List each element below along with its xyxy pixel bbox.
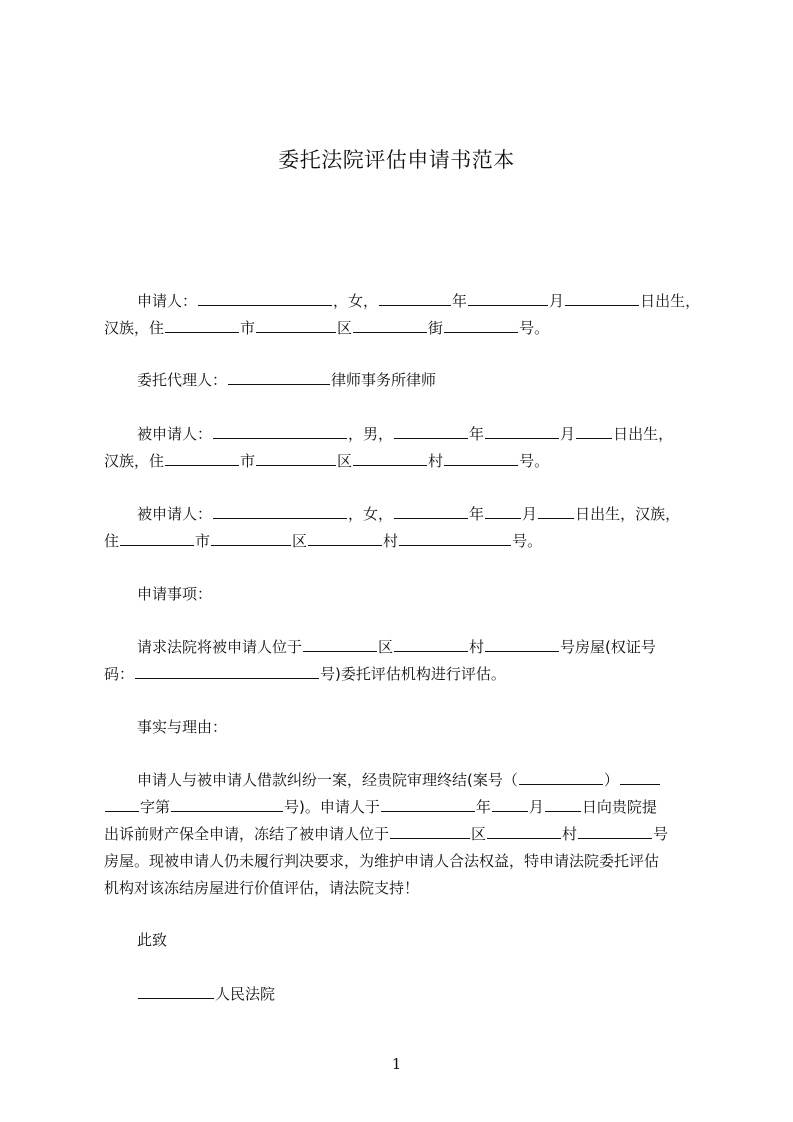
number-text: 号。 (519, 452, 550, 470)
city-text: 市 (195, 532, 211, 550)
district-text: 区 (337, 452, 353, 470)
facts-text-1a: 申请人与被申请人借款纠纷一案，经贵院审理终结(案号（ (137, 771, 518, 789)
facts-line-3 (104, 821, 700, 848)
blank-case-number (171, 795, 283, 812)
matters-heading: 申请事项： (137, 585, 213, 603)
number-text: 号 (653, 825, 669, 843)
facts-text-2e: 日向贵院提 (581, 798, 657, 816)
blank-year (381, 795, 475, 812)
blank-district (390, 822, 470, 839)
matters-text-b: 号)委托评估机构进行评估。 (320, 665, 506, 683)
live-text: 住 (104, 532, 120, 550)
blank-city (165, 449, 239, 466)
respondent-label: 被申请人： (137, 425, 213, 443)
matters-section (104, 634, 700, 688)
page-number: 1 (391, 1055, 402, 1073)
blank-village (394, 635, 468, 652)
matters-line-2 (104, 661, 700, 688)
number-text: 号。 (519, 319, 550, 337)
blank-number (399, 529, 511, 546)
applicant-line-2 (104, 315, 700, 342)
blank-district (256, 316, 336, 333)
month-text: 月 (560, 425, 576, 443)
court-block (104, 981, 700, 1008)
salutation-block (104, 927, 700, 954)
district-text: 区 (471, 825, 487, 843)
year-text: 年 (452, 292, 468, 310)
year-text: 年 (475, 798, 491, 816)
month-text: 月 (522, 505, 538, 523)
salutation: 此致 (137, 931, 168, 949)
respondent-2-section (104, 501, 700, 555)
blank-certificate (135, 662, 319, 679)
blank-name (198, 289, 332, 306)
village-text: 村 (469, 638, 485, 656)
blank-case-code-cont (105, 795, 139, 812)
facts-text-1b: ） (603, 771, 619, 789)
blank-village (487, 822, 561, 839)
facts-text-2a: 字第 (140, 798, 171, 816)
village-text: 村 (562, 825, 578, 843)
facts-text-2b: 号)。申请人于 (284, 798, 380, 816)
blank-month (485, 502, 521, 519)
gender-text: ，男， (348, 425, 394, 443)
born-text: 日出生， (640, 292, 701, 310)
gender-text: ，女， (348, 505, 394, 523)
respondent-1-section (104, 421, 700, 475)
city-text: 市 (240, 452, 256, 470)
blank-day (545, 795, 581, 812)
respondent-1-line-2 (104, 448, 700, 475)
court-line (104, 981, 700, 1008)
blank-case-year (519, 768, 603, 785)
blank-number (444, 449, 518, 466)
gender-text: ，女， (333, 292, 379, 310)
village-text: 村 (428, 452, 444, 470)
blank-name (213, 502, 347, 519)
agent-line (104, 367, 700, 394)
blank-number (444, 316, 518, 333)
blank-day (576, 422, 612, 439)
facts-heading-block (104, 714, 700, 741)
blank-village (308, 529, 382, 546)
blank-district (303, 635, 377, 652)
born-text: 日出生， (613, 425, 674, 443)
year-text: 年 (469, 425, 485, 443)
blank-day (565, 289, 639, 306)
month-text: 月 (549, 292, 565, 310)
blank-year (394, 422, 468, 439)
blank-city (120, 529, 194, 546)
district-text: 区 (337, 319, 353, 337)
facts-line-2 (104, 794, 700, 821)
blank-house-number (578, 822, 652, 839)
facts-line-4: 房屋。现被申请人仍未履行判决要求，为维护申请人合法权益，特申请法院委托评估 (104, 852, 660, 870)
respondent-label: 被申请人： (137, 505, 213, 523)
facts-heading: 事实与理由： (137, 718, 228, 736)
applicant-label: 申请人： (137, 292, 198, 310)
blank-year (394, 502, 468, 519)
blank-month (492, 795, 528, 812)
ethnic-live-text: 汉族，住 (104, 319, 165, 337)
blank-case-code (620, 768, 660, 785)
ethnic-live-text: 汉族，住 (104, 452, 165, 470)
blank-city (165, 316, 239, 333)
respondent-1-line-1 (104, 421, 700, 448)
born-text: 日出生，汉族， (575, 505, 681, 523)
district-text: 区 (292, 532, 308, 550)
facts-line-1 (104, 767, 700, 794)
blank-street (353, 316, 427, 333)
blank-court (138, 982, 214, 999)
code-label: 码： (104, 665, 135, 683)
facts-line-5: 机构对该冻结房屋进行价值评估，请法院支持！ (104, 879, 420, 897)
matters-line-1 (104, 634, 700, 661)
agent-label: 委托代理人： (137, 371, 228, 389)
applicant-line-1 (104, 288, 700, 315)
matters-heading-block (104, 581, 700, 608)
street-text: 街 (428, 319, 444, 337)
agent-suffix: 律师事务所律师 (331, 371, 437, 389)
month-text: 月 (528, 798, 544, 816)
blank-day (538, 502, 574, 519)
facts-section (104, 767, 700, 902)
court-text: 人民法院 (215, 985, 276, 1003)
village-text: 村 (383, 532, 399, 550)
applicant-section (104, 288, 700, 342)
blank-district (211, 529, 291, 546)
matters-text-a: 请求法院将被申请人位于 (137, 638, 303, 656)
blank-village (353, 449, 427, 466)
district-text: 区 (378, 638, 394, 656)
respondent-2-line-1 (104, 501, 700, 528)
year-text: 年 (469, 505, 485, 523)
blank-month (468, 289, 548, 306)
blank-name (213, 422, 347, 439)
document-title: 委托法院评估申请书范本 (278, 148, 515, 172)
blank-district (256, 449, 336, 466)
respondent-2-line-2 (104, 528, 700, 555)
number-text: 号。 (512, 532, 543, 550)
facts-text-3a: 出诉前财产保全申请，冻结了被申请人位于 (104, 825, 390, 843)
city-text: 市 (240, 319, 256, 337)
blank-month (485, 422, 559, 439)
blank-year (379, 289, 451, 306)
blank-house-number (485, 635, 559, 652)
blank-agent (228, 368, 330, 385)
matters-text-d: 号房屋(权证号 (560, 638, 656, 656)
agent-section (104, 367, 700, 394)
